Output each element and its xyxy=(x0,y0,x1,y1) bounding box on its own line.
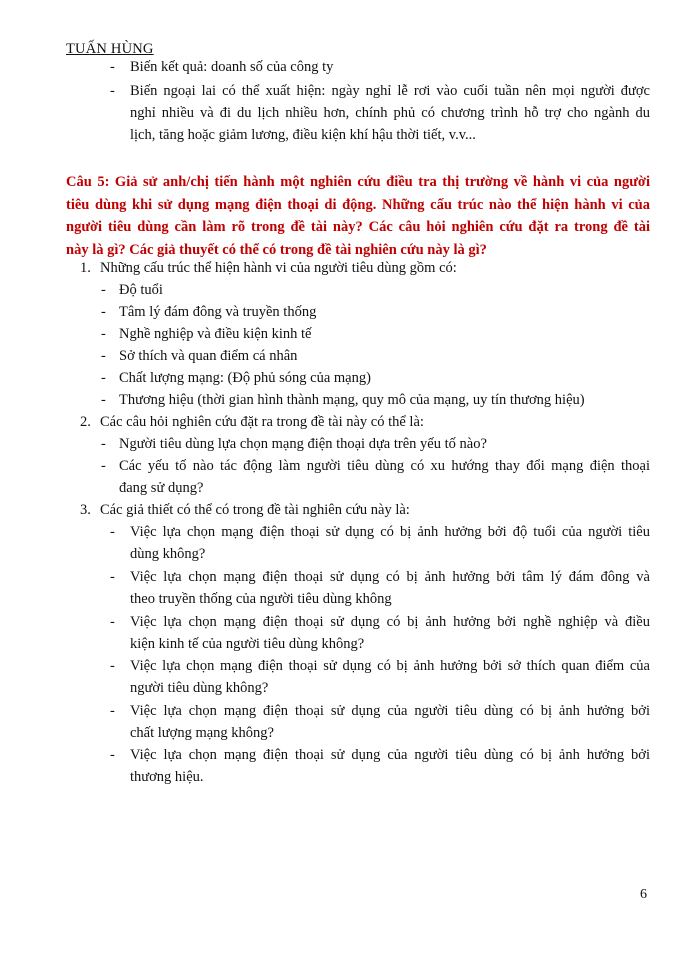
question-line: này là gì? Các giả thuyết có thể có trong đề tài nghiên cứu này là gì? xyxy=(66,241,487,258)
list-item-continuation: người tiêu dùng không? xyxy=(130,680,269,696)
author-header: TUẤN HÙNG xyxy=(66,41,154,57)
list-item: Các yếu tố nào tác động làm người tiêu dùng có xu hướng thay đổi mạng điện thoại xyxy=(119,458,650,474)
list-item: Độ tuổi xyxy=(119,282,163,298)
bullet-dash: - xyxy=(101,304,106,320)
page-number: 6 xyxy=(640,887,647,902)
bullet-dash: - xyxy=(101,458,106,474)
outcome-variable-line: Biến kết quả: doanh số của công ty xyxy=(130,59,334,75)
bullet-dash: - xyxy=(110,59,115,75)
list-item: Sở thích và quan điểm cá nhân xyxy=(119,348,298,364)
question-line: tiêu dùng khi sử dụng mạng điện thoại di động. Những cấu trúc nào thể hiện hành vi của xyxy=(66,196,650,213)
list-item: Việc lựa chọn mạng điện thoại sử dụng có bị ảnh hưởng bởi nghề nghiệp và điều xyxy=(130,614,650,630)
list-item-continuation: đang sử dụng? xyxy=(119,480,204,496)
list-item: Người tiêu dùng lựa chọn mạng điện thoại dựa trên yếu tố nào? xyxy=(119,436,487,452)
question-line: Câu 5: Giả sử anh/chị tiến hành một nghiên cứu điều tra thị trường về hành vi của người xyxy=(66,174,650,190)
section-heading: Những cấu trúc thể hiện hành vi của người tiêu dùng gồm có: xyxy=(100,260,457,276)
bullet-dash: - xyxy=(101,348,106,364)
list-item: Việc lựa chọn mạng điện thoại sử dụng có bị ảnh hưởng bởi sở thích quan điểm của xyxy=(130,658,650,674)
list-item: Thương hiệu (thời gian hình thành mạng, quy mô của mạng, uy tín thương hiệu) xyxy=(119,392,585,408)
list-item: Việc lựa chọn mạng điện thoại sử dụng có bị ảnh hưởng bởi tâm lý đám đông và xyxy=(130,569,650,585)
question-5-heading xyxy=(66,171,650,261)
list-item: Việc lựa chọn mạng điện thoại sử dụng có bị ảnh hưởng bởi độ tuổi của người tiêu xyxy=(130,524,650,540)
bullet-dash: - xyxy=(101,436,106,452)
bullet-dash: - xyxy=(101,370,106,386)
bullet-dash: - xyxy=(110,83,115,99)
bullet-dash: - xyxy=(101,392,106,408)
section-heading: Các câu hỏi nghiên cứu đặt ra trong đề tài này có thể là: xyxy=(100,414,424,430)
list-item: Việc lựa chọn mạng điện thoại sử dụng của người tiêu dùng có bị ảnh hưởng bởi xyxy=(130,703,650,719)
bullet-dash: - xyxy=(110,614,115,630)
list-item-continuation: chất lượng mạng không? xyxy=(130,725,274,741)
list-item: Nghề nghiệp và điều kiện kinh tế xyxy=(119,326,312,342)
list-item-continuation: kiện kinh tế của người tiêu dùng không? xyxy=(130,636,365,652)
bullet-dash: - xyxy=(110,747,115,763)
extraneous-variable-line: Biến ngoại lai có thể xuất hiện: ngày nghỉ lễ rơi vào cuối tuần nên mọi người được xyxy=(130,83,650,99)
bullet-dash: - xyxy=(101,326,106,342)
bullet-dash: - xyxy=(110,703,115,719)
list-item-continuation: theo truyền thống của người tiêu dùng không xyxy=(130,591,392,607)
section-number: 1. xyxy=(80,260,91,276)
list-item: Tâm lý đám đông và truyền thống xyxy=(119,304,317,320)
bullet-dash: - xyxy=(101,282,106,298)
question-line: người tiêu dùng cần làm rõ trong đề tài này? Các câu hỏi nghiên cứu đặt ra trong đề tài xyxy=(66,219,650,235)
list-item: Chất lượng mạng: (Độ phủ sóng của mạng) xyxy=(119,370,371,386)
bullet-dash: - xyxy=(110,569,115,585)
extraneous-variable-line: nghỉ nhiều và đi du lịch nhiều hơn, chính phủ có chương trình hỗ trợ cho ngành du xyxy=(130,105,650,121)
extraneous-variable-line: lịch, tăng hoặc giảm lương, điều kiện khí hậu thời tiết, v.v... xyxy=(130,127,476,143)
section-number: 3. xyxy=(80,502,91,518)
bullet-dash: - xyxy=(110,658,115,674)
list-item: Việc lựa chọn mạng điện thoại sử dụng của người tiêu dùng có bị ảnh hưởng bởi xyxy=(130,747,650,763)
list-item-continuation: thương hiệu. xyxy=(130,769,204,785)
section-heading: Các giả thiết có thể có trong đề tài nghiên cứu này là: xyxy=(100,502,410,518)
list-item-continuation: dùng không? xyxy=(130,546,206,562)
bullet-dash: - xyxy=(110,524,115,540)
section-number: 2. xyxy=(80,414,91,430)
